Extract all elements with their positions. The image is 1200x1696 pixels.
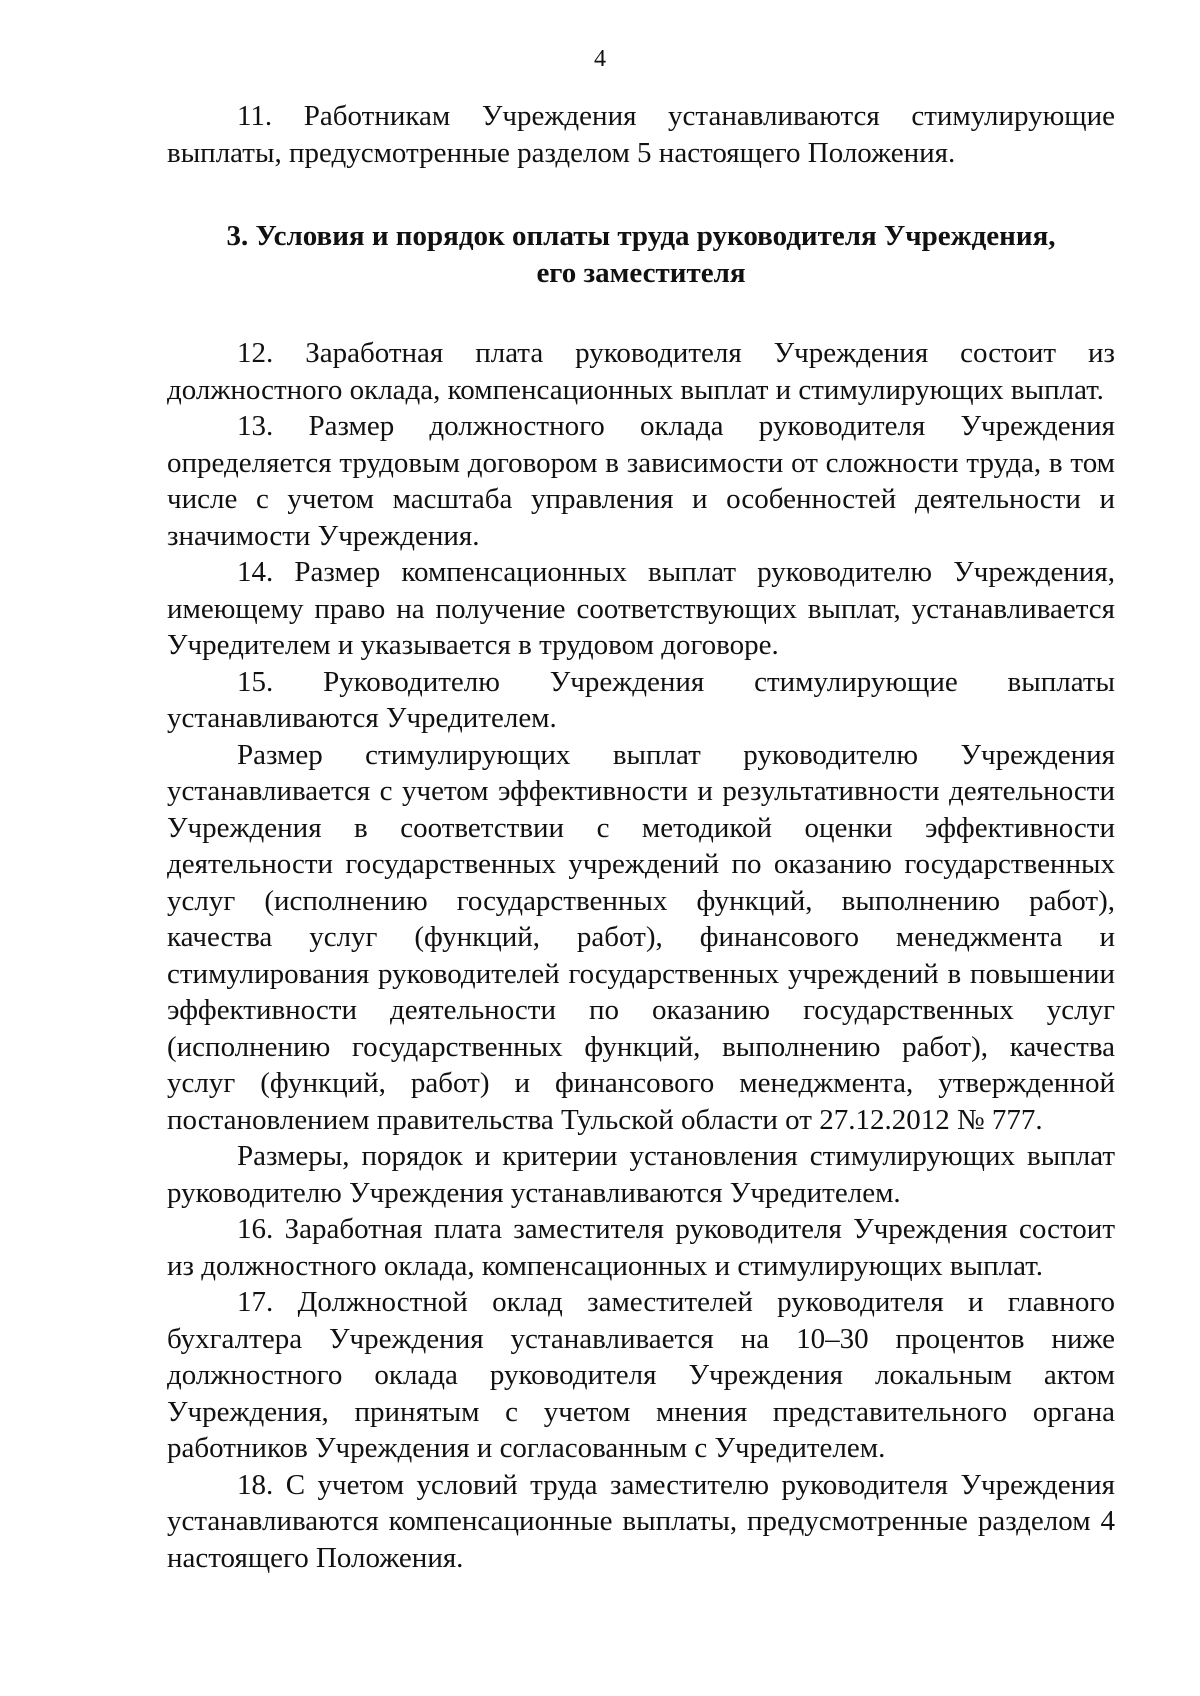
paragraph-15-incentive-size: Размер стимулирующих выплат руководителю Учреждения устанавливается с учетом эффективности и результативности деятельности Учреждения в соответствии с методикой оценки эффективности деятельности государственных учреждений по оказанию государственных услуг (исполнению государственных функций, выполнению работ), качества услуг (функций, работ), финансового менеджмента и стимулирования руководителей государственных учреждений в повышении эффективности деятельности по оказанию государственных услуг (исполнению государственных функций, выполнению работ), качества услуг (функций, работ) и финансового менеджмента, утвержденной постановлением правительства Тульской области от 27.12.2012 № 777.: [167, 738, 1115, 1136]
paragraph-18: 18. С учетом условий труда заместителю руководителя Учреждения устанавливаются компенсационные выплаты, предусмотренные разделом 4 настоящего Положения.: [167, 1468, 1115, 1574]
section-heading-line-1: 3. Условия и порядок оплаты труда руководителя Учреждения,: [226, 220, 1056, 252]
paragraph-17: 17. Должностной оклад заместителей руководителя и главного бухгалтера Учреждения устанавливается на 10–30 процентов ниже должностного оклада руководителя Учреждения локальным актом Учреждения, принятым с учетом мнения представительного органа работников Учреждения и согласованным с Учредителем.: [167, 1286, 1115, 1464]
paragraph-15: 15. Руководителю Учреждения стимулирующие выплаты устанавливаются Учредителем.: [167, 665, 1115, 734]
paragraph-14: 14. Размер компенсационных выплат руководителю Учреждения, имеющему право на получение соответствующих выплат, устанавливается Учредителем и указывается в трудовом договоре.: [167, 556, 1115, 661]
section-heading: [167, 218, 1115, 292]
section-heading-line-2: его заместителя: [536, 257, 746, 289]
paragraph-11: 11. Работникам Учреждения устанавливаются стимулирующие выплаты, предусмотренные разделом 5 настоящего Положения.: [167, 100, 1115, 169]
document-body: [167, 98, 1115, 1576]
paragraph-13: 13. Размер должностного оклада руководителя Учреждения определяется трудовым договором в зависимости от сложности труда, в том числе с учетом масштаба управления и особенностей деятельности и значимости Учреждения.: [167, 410, 1115, 552]
page-number: 4: [594, 46, 606, 72]
paragraph-15-incentive-criteria: Размеры, порядок и критерии установления стимулирующих выплат руководителю Учреждения устанавливаются Учредителем.: [167, 1140, 1115, 1209]
paragraph-16: 16. Заработная плата заместителя руководителя Учреждения состоит из должностного оклада, компенсационных и стимулирующих выплат.: [167, 1213, 1115, 1282]
paragraph-12: 12. Заработная плата руководителя Учреждения состоит из должностного оклада, компенсационных выплат и стимулирующих выплат.: [167, 337, 1115, 406]
